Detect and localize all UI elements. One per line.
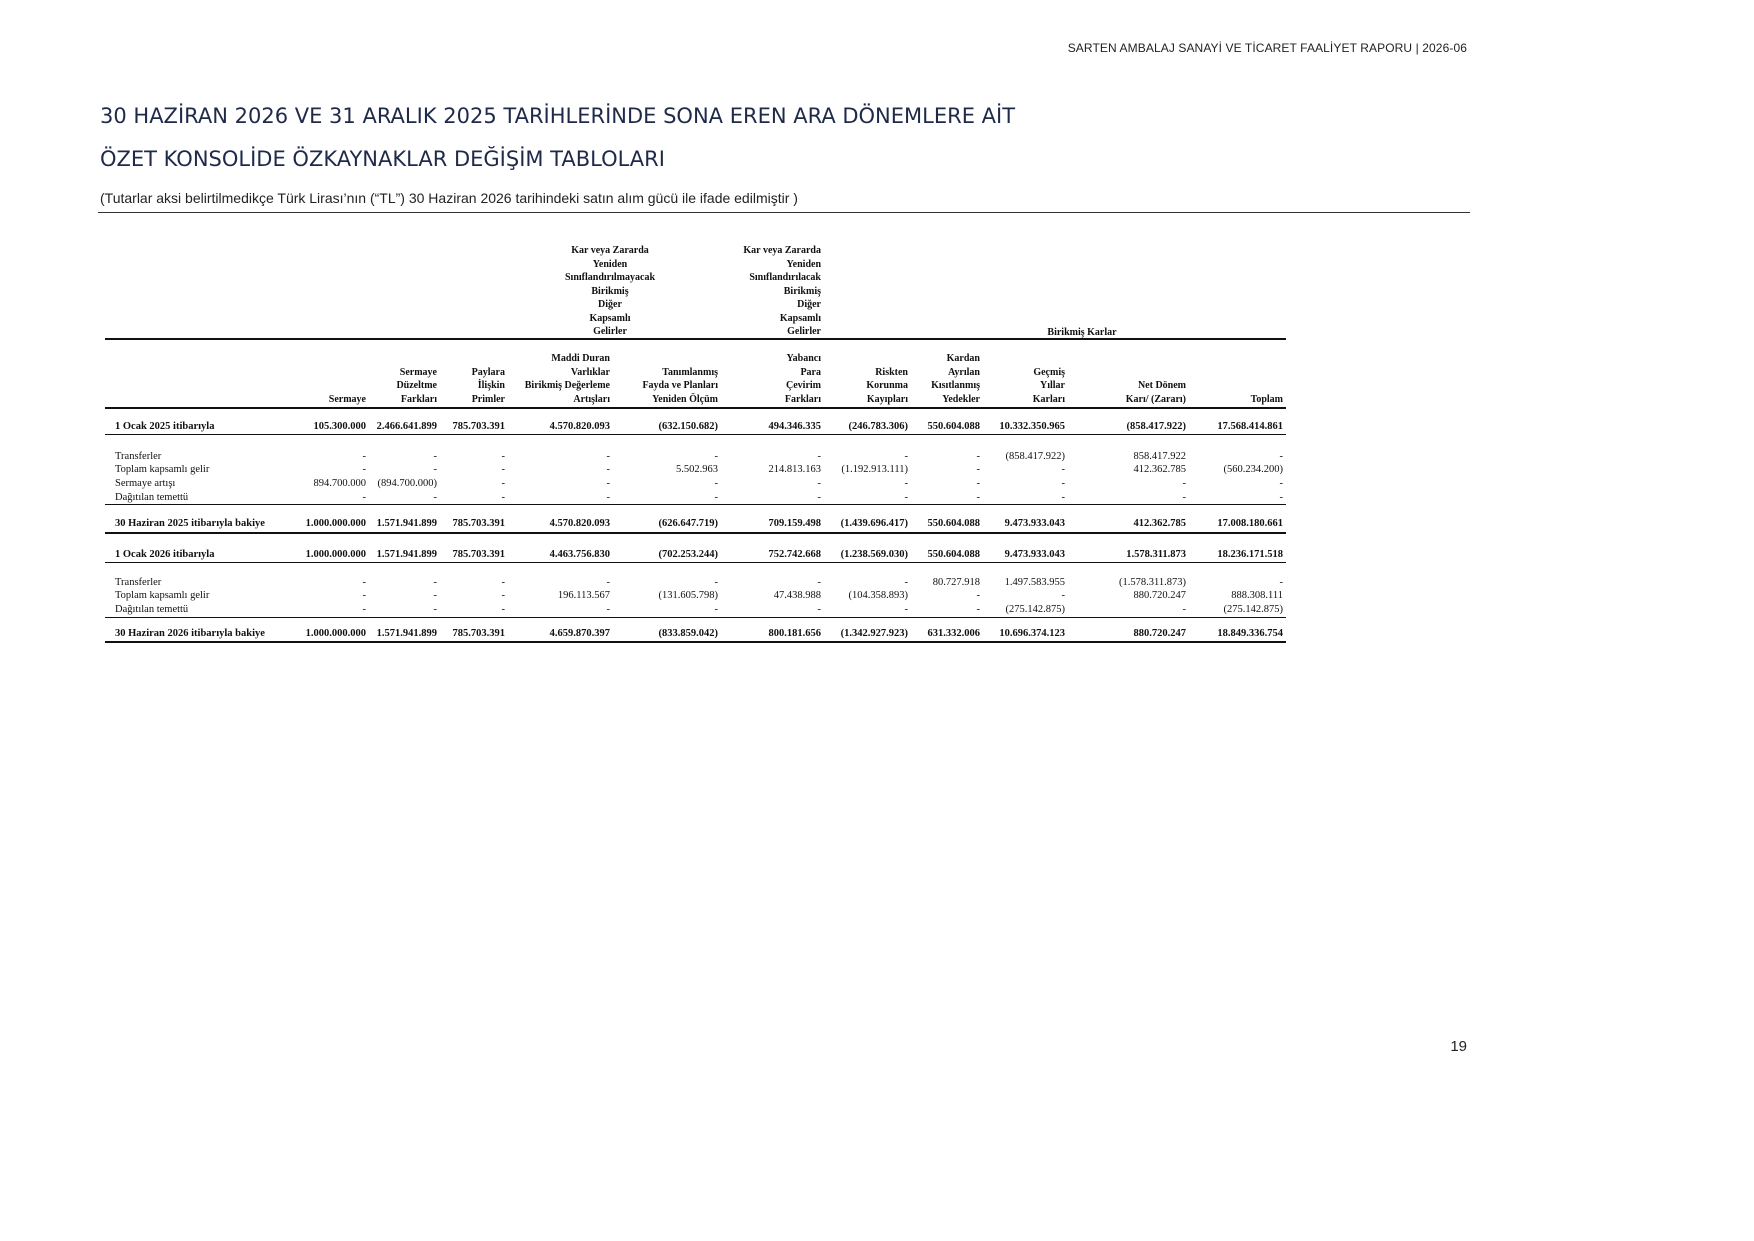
table-cell: - (714, 478, 718, 489)
column-header-line: Sermaye (328, 393, 366, 405)
table-cell: - (976, 451, 980, 462)
table-cell: - (904, 577, 908, 588)
group-header-reclassified (723, 244, 821, 339)
column-header-line: Toplam (1250, 393, 1283, 405)
table-cell: - (1061, 478, 1065, 489)
table-cell: - (714, 492, 718, 503)
group-header-line: Kar veya Zararda (743, 245, 821, 256)
title-divider (98, 212, 1470, 213)
table-cell: 800.181.656 (768, 628, 821, 639)
table-cell: - (1182, 492, 1186, 503)
column-header-line: Varlıklar (570, 366, 610, 378)
row-label: Toplam kapsamlı gelir (115, 590, 210, 601)
table-cell: - (1061, 464, 1065, 475)
table-cell: (131.605.798) (658, 590, 718, 601)
table-cell: - (362, 451, 366, 462)
table-cell: 1.000.000.000 (305, 549, 366, 560)
rule-before-2025-close (105, 504, 1286, 505)
table-cell: 18.849.336.754 (1217, 628, 1283, 639)
group-header-line: Yeniden (592, 258, 628, 270)
table-cell: 4.570.820.093 (549, 518, 610, 529)
column-header-line: Paylara (471, 366, 505, 378)
table-cell: 550.604.088 (927, 549, 980, 560)
table-cell: - (1182, 604, 1186, 615)
column-header-line: Para (800, 366, 821, 378)
table-cell: 785.703.391 (452, 549, 505, 560)
column-header-line: Yedekler (942, 393, 980, 405)
table-cell: 10.696.374.123 (999, 628, 1065, 639)
table-cell: 494.346.335 (768, 421, 821, 432)
column-header-line: Yeniden Ölçüm (652, 393, 718, 405)
column-header-line: Korunma (866, 380, 908, 391)
table-cell: - (433, 451, 437, 462)
table-cell: - (976, 464, 980, 475)
equity-changes-table (105, 240, 1286, 650)
table-cell: 880.720.247 (1133, 590, 1186, 601)
column-header-line: Karı/ (Zararı) (1125, 393, 1186, 405)
group-header-line: Birikmiş (591, 285, 629, 297)
table-cell: - (714, 577, 718, 588)
column-header-line: Karları (1032, 393, 1065, 405)
table-cell: 888.308.111 (1231, 590, 1283, 601)
column-header-line: Kısıtlanmış (931, 380, 980, 391)
row-label: Toplam kapsamlı gelir (115, 464, 210, 475)
table-cell: 9.473.933.043 (1004, 549, 1065, 560)
table-cell: 894.700.000 (313, 478, 366, 489)
table-cell: 196.113.567 (557, 590, 610, 601)
table-cell: - (817, 577, 821, 588)
table-cell: 4.570.820.093 (549, 421, 610, 432)
table-cell: - (606, 577, 610, 588)
table-cell: (626.647.719) (658, 518, 718, 529)
column-header-line: Primler (471, 393, 505, 405)
rule-after-2026-close (105, 641, 1286, 643)
row-label: Transferler (115, 451, 162, 462)
column-header-line: Yıllar (1040, 380, 1065, 391)
table-cell: 1.578.311.873 (1126, 549, 1186, 560)
table-cell: - (976, 478, 980, 489)
table-cell: - (606, 604, 610, 615)
group-header-line: Kapsamlı (779, 312, 821, 324)
table-cell: 9.473.933.043 (1004, 518, 1065, 529)
row-label: 30 Haziran 2025 itibarıyla bakiye (115, 518, 265, 529)
table-cell: (1.342.927.923) (840, 628, 908, 639)
column-header-line: Net Dönem (1137, 380, 1186, 391)
table-cell: 17.568.414.861 (1217, 421, 1283, 432)
column-header-line: Farkları (784, 393, 821, 405)
table-cell: - (976, 590, 980, 601)
row-label: 30 Haziran 2026 itibarıyla bakiye (115, 628, 265, 639)
table-cell: - (362, 464, 366, 475)
column-header-line: Sermaye (399, 366, 437, 378)
table-cell: 18.236.171.518 (1217, 549, 1283, 560)
table-cell: - (817, 451, 821, 462)
group-header-line: Sınıflandırılacak (749, 272, 821, 283)
table-cell: (275.142.875) (1223, 604, 1283, 615)
page-subtitle: (Tutarlar aksi belirtilmedikçe Türk Lirası’nın (“TL”) 30 Haziran 2026 tarihindeki satın alım gücü ile ifade edilmiştir ) (100, 190, 798, 206)
page-title-line-2: ÖZET KONSOLİDE ÖZKAYNAKLAR DEĞİŞİM TABLOLARI (100, 147, 665, 171)
group-header-line: Kar veya Zararda (571, 245, 649, 256)
column-header-line: Farkları (400, 393, 437, 405)
page-number: 19 (1450, 1038, 1467, 1055)
table-cell: 1.571.941.899 (376, 518, 437, 529)
table-cell: - (904, 492, 908, 503)
table-cell: - (606, 492, 610, 503)
table-cell: - (362, 577, 366, 588)
table-cell: (1.238.569.030) (840, 549, 908, 560)
table-cell: - (714, 451, 718, 462)
table-cell: - (433, 604, 437, 615)
table-cell: - (501, 577, 505, 588)
table-cell: 785.703.391 (452, 628, 505, 639)
column-header-line: Ayrılan (947, 366, 980, 378)
table-cell: (632.150.682) (658, 421, 718, 432)
table-cell: - (904, 451, 908, 462)
table-cell: - (1061, 590, 1065, 601)
column-header-line: Maddi Duran (551, 353, 610, 364)
column-header-line: Tanımlanmış (662, 366, 718, 378)
table-cell: 785.703.391 (452, 518, 505, 529)
table-cell: - (1279, 451, 1283, 462)
table-cell: 1.571.941.899 (376, 628, 437, 639)
column-header-line: İlişkin (477, 380, 505, 391)
table-cell: - (433, 590, 437, 601)
table-cell: - (1061, 492, 1065, 503)
table-cell: 80.727.918 (932, 577, 980, 588)
table-cell: 412.362.785 (1133, 464, 1186, 475)
column-header-line: Düzeltme (396, 380, 437, 391)
table-cell: (702.253.244) (658, 549, 718, 560)
table-cell: (275.142.875) (1005, 604, 1065, 615)
group-header-line: Diğer (797, 299, 821, 310)
table-cell: 412.362.785 (1133, 518, 1186, 529)
table-cell: - (817, 604, 821, 615)
row-label: 1 Ocak 2026 itibarıyla (115, 549, 215, 560)
table-cell: (1.578.311.873) (1119, 577, 1186, 588)
column-header-line: Birikmiş Değerleme (524, 380, 610, 391)
table-cell: 550.604.088 (927, 421, 980, 432)
table-cell: - (501, 590, 505, 601)
table-cell: 709.159.498 (768, 518, 821, 529)
group-header-line: Yeniden (786, 258, 821, 270)
table-cell: - (817, 492, 821, 503)
header-rule-top (105, 338, 1286, 340)
table-cell: - (433, 577, 437, 588)
row-label: Dağıtılan temettü (115, 604, 189, 615)
report-header: SARTEN AMBALAJ SANAYİ VE TİCARET FAALİYET RAPORU | 2026-06 (1067, 41, 1467, 55)
row-label: Sermaye artışı (115, 478, 176, 489)
row-label: 1 Ocak 2025 itibarıyla (115, 421, 215, 432)
table-cell: 631.332.006 (927, 628, 980, 639)
table-cell: - (362, 604, 366, 615)
table-cell: - (714, 604, 718, 615)
group-header-line: Sınıflandırılmayacak (564, 272, 655, 283)
group-header-line: Gelirler (787, 326, 821, 337)
table-cell: 4.463.756.830 (549, 549, 610, 560)
table-cell: - (501, 478, 505, 489)
column-header-line: Kayıpları (866, 393, 908, 405)
table-cell: 1.497.583.955 (1004, 577, 1065, 588)
table-cell: 1.000.000.000 (305, 628, 366, 639)
rule-before-2026-close (105, 617, 1286, 618)
table-cell: (1.192.913.111) (841, 464, 908, 475)
table-cell: (858.417.922) (1005, 451, 1065, 462)
table-cell: (1.439.696.417) (840, 518, 908, 529)
column-header-line: Fayda ve Planları (642, 380, 718, 391)
table-cell: - (976, 492, 980, 503)
table-cell: - (904, 604, 908, 615)
table-cell: 214.813.163 (768, 464, 821, 475)
table-cell: - (904, 478, 908, 489)
table-cell: (246.783.306) (848, 421, 908, 432)
table-cell: - (1279, 577, 1283, 588)
column-header-line: Çevirim (786, 380, 821, 391)
table-cell: 17.008.180.661 (1217, 518, 1283, 529)
table-cell: 4.659.870.397 (549, 628, 610, 639)
table-cell: 550.604.088 (927, 518, 980, 529)
table-cell: - (501, 492, 505, 503)
table-cell: 105.300.000 (313, 421, 366, 432)
group-header-line: Kapsamlı (589, 312, 631, 324)
table-cell: - (1279, 492, 1283, 503)
group-header-not-reclassified (545, 244, 675, 339)
column-header-line: Kardan (946, 353, 980, 364)
table-cell: 5.502.963 (676, 464, 718, 475)
table-cell: 10.332.350.965 (999, 421, 1065, 432)
row-label: Dağıtılan temettü (115, 492, 189, 503)
row-label: Transferler (115, 577, 162, 588)
page-title-line-1: 30 HAZİRAN 2026 VE 31 ARALIK 2025 TARİHLERİNDE SONA EREN ARA DÖNEMLERE AİT (100, 104, 1016, 128)
rule-after-2025-close (105, 532, 1286, 534)
table-cell: 2.466.641.899 (376, 421, 437, 432)
table-cell: - (501, 451, 505, 462)
rule-after-2025-open (105, 434, 1286, 435)
table-cell: 752.742.668 (768, 549, 821, 560)
table-cell: (894.700.000) (377, 478, 437, 489)
table-cell: 785.703.391 (452, 421, 505, 432)
column-header-line: Geçmiş (1033, 366, 1065, 378)
table-cell: - (501, 464, 505, 475)
table-cell: - (501, 604, 505, 615)
table-cell: - (817, 478, 821, 489)
column-header-line: Yabancı (786, 353, 821, 364)
table-cell: (833.859.042) (658, 628, 718, 639)
table-cell: - (362, 492, 366, 503)
table-cell: - (976, 604, 980, 615)
table-cell: (560.234.200) (1223, 464, 1283, 475)
table-cell: (104.358.893) (848, 590, 908, 601)
table-cell: 880.720.247 (1133, 628, 1186, 639)
table-cell: - (1182, 478, 1186, 489)
table-cell: - (433, 464, 437, 475)
column-header-line: Artışları (573, 393, 610, 405)
header-rule-bottom (105, 407, 1286, 409)
table-cell: - (606, 451, 610, 462)
table-cell: 47.438.988 (773, 590, 821, 601)
column-header-line: Riskten (875, 366, 908, 378)
group-header-retained-earnings: Birikmiş Karlar (1047, 327, 1117, 338)
rule-after-2026-open (105, 562, 1286, 563)
table-cell: (858.417.922) (1126, 421, 1186, 432)
group-header-line: Gelirler (593, 326, 627, 337)
table-cell: - (1279, 478, 1283, 489)
column-header (1148, 393, 1283, 407)
table-cell: 1.000.000.000 (305, 518, 366, 529)
table-cell: - (606, 478, 610, 489)
table-cell: - (606, 464, 610, 475)
table-cell: - (433, 492, 437, 503)
table-cell: - (362, 590, 366, 601)
group-header-line: Birikmiş (783, 285, 821, 297)
table-cell: 1.571.941.899 (376, 549, 437, 560)
group-header-line: Diğer (598, 299, 622, 310)
table-cell: 858.417.922 (1133, 451, 1186, 462)
